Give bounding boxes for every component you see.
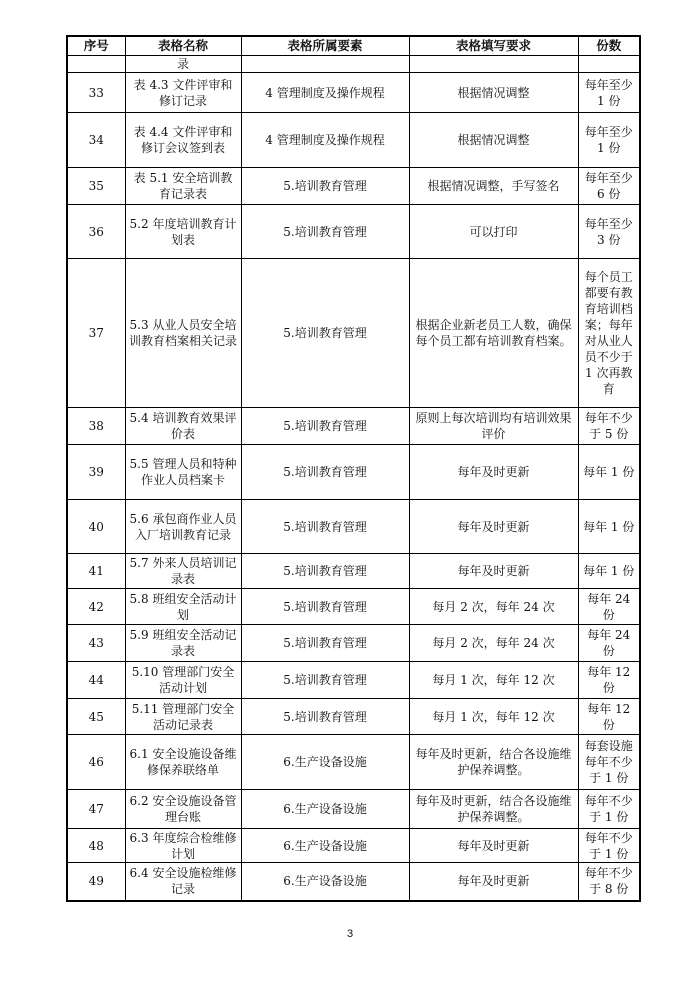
cell-requirement: 每月 1 次，每年 12 次 <box>409 699 578 735</box>
page-number: 3 <box>346 928 354 940</box>
cell-name: 5.9 班组安全活动记录表 <box>125 625 241 662</box>
table-row <box>67 408 640 445</box>
cell-element: 6.生产设备设施 <box>241 790 409 829</box>
cell-element: 5.培训教育管理 <box>241 625 409 662</box>
cell-no: 42 <box>67 589 125 625</box>
cell-copies: 每年 12 份 <box>578 699 640 735</box>
table-row <box>67 205 640 259</box>
cell-element: 6.生产设备设施 <box>241 829 409 863</box>
cell-requirement: 每年及时更新，结合各设施维护保养调整。 <box>409 790 578 829</box>
table-row <box>67 500 640 554</box>
header-form-element: 表格所属要素 <box>241 36 409 56</box>
cell-copies <box>578 56 640 73</box>
table-row <box>67 790 640 829</box>
cell-requirement: 每年及时更新 <box>409 863 578 901</box>
cell-copies: 每套设施每年不少于 1 份 <box>578 735 640 790</box>
cell-copies: 每年 12 份 <box>578 662 640 699</box>
cell-requirement: 根据情况调整 <box>409 73 578 113</box>
cell-no: 41 <box>67 554 125 589</box>
cell-element: 5.培训教育管理 <box>241 500 409 554</box>
cell-no: 38 <box>67 408 125 445</box>
cell-name: 5.8 班组安全活动计划 <box>125 589 241 625</box>
cell-name: 5.6 承包商作业人员入厂培训教育记录 <box>125 500 241 554</box>
continuation-row <box>67 56 640 73</box>
table-row <box>67 113 640 168</box>
table-header-row <box>67 36 640 56</box>
cell-no: 46 <box>67 735 125 790</box>
cell-name: 5.4 培训教育效果评价表 <box>125 408 241 445</box>
cell-element: 5.培训教育管理 <box>241 662 409 699</box>
cell-name: 表 4.3 文件评审和修订记录 <box>125 73 241 113</box>
header-serial-number: 序号 <box>67 36 125 56</box>
cell-element: 4 管理制度及操作规程 <box>241 113 409 168</box>
table-row <box>67 699 640 735</box>
cell-requirement: 每年及时更新 <box>409 554 578 589</box>
cell-no: 47 <box>67 790 125 829</box>
cell-element: 5.培训教育管理 <box>241 259 409 408</box>
cell-copies: 每年不少于 8 份 <box>578 863 640 901</box>
cell-element <box>241 56 409 73</box>
header-copies: 份数 <box>578 36 640 56</box>
cell-copies: 每年 1 份 <box>578 445 640 500</box>
cell-name: 5.3 从业人员安全培训教育档案相关记录 <box>125 259 241 408</box>
cell-copies: 每年 1 份 <box>578 554 640 589</box>
table-row <box>67 662 640 699</box>
form-list-table <box>66 35 641 902</box>
cell-name: 5.7 外来人员培训记录表 <box>125 554 241 589</box>
cell-copies: 每年 24 份 <box>578 625 640 662</box>
table-row <box>67 445 640 500</box>
cell-requirement: 可以打印 <box>409 205 578 259</box>
cell-element: 6.生产设备设施 <box>241 863 409 901</box>
cell-copies: 每年至少 6 份 <box>578 168 640 205</box>
cell-requirement <box>409 56 578 73</box>
cell-name: 5.11 管理部门安全活动记录表 <box>125 699 241 735</box>
cell-name: 6.1 安全设施设备维修保养联络单 <box>125 735 241 790</box>
cell-name: 录 <box>125 56 241 73</box>
cell-name: 5.5 管理人员和特种作业人员档案卡 <box>125 445 241 500</box>
table-row <box>67 259 640 408</box>
cell-name: 6.4 安全设施检维修记录 <box>125 863 241 901</box>
cell-name: 5.10 管理部门安全活动计划 <box>125 662 241 699</box>
cell-no: 33 <box>67 73 125 113</box>
cell-requirement: 每年及时更新 <box>409 445 578 500</box>
cell-requirement: 原则上每次培训均有培训效果评价 <box>409 408 578 445</box>
cell-no: 34 <box>67 113 125 168</box>
cell-no: 49 <box>67 863 125 901</box>
cell-requirement: 根据情况调整 <box>409 113 578 168</box>
cell-no: 40 <box>67 500 125 554</box>
cell-no: 43 <box>67 625 125 662</box>
cell-no: 44 <box>67 662 125 699</box>
cell-requirement: 根据企业新老员工人数，确保每个员工都有培训教育档案。 <box>409 259 578 408</box>
cell-copies: 每年至少 1 份 <box>578 113 640 168</box>
cell-requirement: 每年及时更新，结合各设施维护保养调整。 <box>409 735 578 790</box>
cell-name: 6.3 年度综合检维修计划 <box>125 829 241 863</box>
cell-name: 表 4.4 文件评审和修订会议签到表 <box>125 113 241 168</box>
cell-requirement: 根据情况调整，手写签名 <box>409 168 578 205</box>
cell-copies: 每年不少于 1 份 <box>578 790 640 829</box>
table-row <box>67 554 640 589</box>
table-row <box>67 73 640 113</box>
cell-element: 5.培训教育管理 <box>241 408 409 445</box>
cell-copies: 每年 24 份 <box>578 589 640 625</box>
cell-element: 5.培训教育管理 <box>241 589 409 625</box>
cell-requirement: 每月 2 次，每年 24 次 <box>409 625 578 662</box>
cell-no: 48 <box>67 829 125 863</box>
cell-copies: 每年 1 份 <box>578 500 640 554</box>
cell-requirement: 每年及时更新 <box>409 500 578 554</box>
cell-requirement: 每月 2 次，每年 24 次 <box>409 589 578 625</box>
table-row <box>67 863 640 901</box>
cell-name: 6.2 安全设施设备管理台账 <box>125 790 241 829</box>
table-row <box>67 625 640 662</box>
header-fill-requirement: 表格填写要求 <box>409 36 578 56</box>
cell-element: 4 管理制度及操作规程 <box>241 73 409 113</box>
cell-no: 39 <box>67 445 125 500</box>
table-row <box>67 168 640 205</box>
cell-element: 5.培训教育管理 <box>241 445 409 500</box>
cell-requirement: 每月 1 次，每年 12 次 <box>409 662 578 699</box>
cell-element: 5.培训教育管理 <box>241 205 409 259</box>
cell-element: 6.生产设备设施 <box>241 735 409 790</box>
cell-element: 5.培训教育管理 <box>241 168 409 205</box>
cell-element: 5.培训教育管理 <box>241 554 409 589</box>
cell-copies: 每年至少 3 份 <box>578 205 640 259</box>
cell-copies: 每年至少 1 份 <box>578 73 640 113</box>
cell-no: 37 <box>67 259 125 408</box>
cell-no <box>67 56 125 73</box>
cell-copies: 每个员工都要有教育培训档案；每年对从业人员不少于 1 次再教育 <box>578 259 640 408</box>
cell-copies: 每年不少于 1 份 <box>578 829 640 863</box>
table-row <box>67 589 640 625</box>
table-row <box>67 829 640 863</box>
cell-requirement: 每年及时更新 <box>409 829 578 863</box>
cell-no: 36 <box>67 205 125 259</box>
table-row <box>67 735 640 790</box>
cell-no: 45 <box>67 699 125 735</box>
cell-element: 5.培训教育管理 <box>241 699 409 735</box>
cell-name: 5.2 年度培训教育计划表 <box>125 205 241 259</box>
cell-name: 表 5.1 安全培训教育记录表 <box>125 168 241 205</box>
header-form-name: 表格名称 <box>125 36 241 56</box>
cell-no: 35 <box>67 168 125 205</box>
cell-copies: 每年不少于 5 份 <box>578 408 640 445</box>
